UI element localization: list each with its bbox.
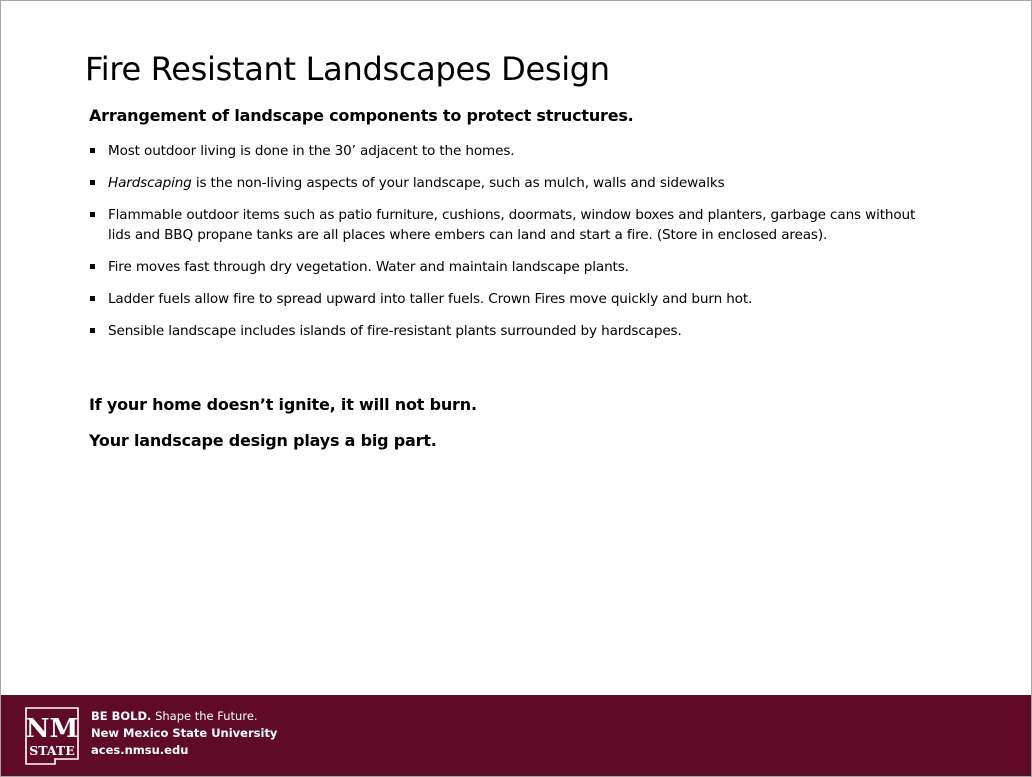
logo-text-bottom: STATE <box>29 743 75 758</box>
closing-statement-2: Your landscape design plays a big part. <box>89 431 437 450</box>
footer-text-block <box>91 708 277 759</box>
bullet-text: Fire moves fast through dry vegetation. Water and maintain landscape plants. <box>108 259 629 275</box>
footer-university: New Mexico State University <box>91 726 278 740</box>
bullet-text: Sensible landscape includes islands of fire-resistant plants surrounded by hardscapes. <box>108 323 682 339</box>
square-bullet-icon <box>90 212 95 217</box>
bullet-text: Flammable outdoor items such as patio furniture, cushions, doormats, window boxes and planters, garbage cans without lids and BBQ propane tanks are all places where embers can land and start a fire. (Store in enclosed areas). <box>108 207 916 243</box>
square-bullet-icon <box>90 180 95 185</box>
bullet-item <box>89 289 919 309</box>
bullet-item <box>89 257 919 277</box>
tagline-bold: BE BOLD. <box>91 709 152 723</box>
slide-title: Fire Resistant Landscapes Design <box>85 50 610 88</box>
bullet-text: Most outdoor living is done in the 30’ adjacent to the homes. <box>108 143 515 159</box>
slide-subtitle: Arrangement of landscape components to protect structures. <box>89 106 634 125</box>
bullet-item <box>89 321 919 341</box>
footer-tagline <box>91 708 277 725</box>
bullet-emphasis: Hardscaping <box>108 175 192 191</box>
nmsu-logo-icon <box>25 707 79 765</box>
bullet-text: Ladder fuels allow fire to spread upward into taller fuels. Crown Fires move quickly and burn hot. <box>108 291 753 307</box>
footer-website-link[interactable]: aces.nmsu.edu <box>91 743 189 757</box>
bullet-list <box>89 141 919 353</box>
square-bullet-icon <box>90 328 95 333</box>
square-bullet-icon <box>90 148 95 153</box>
bullet-text: is the non-living aspects of your landscape, such as mulch, walls and sidewalks <box>191 175 725 191</box>
bullet-item <box>89 173 919 193</box>
closing-statement-1: If your home doesn’t ignite, it will not burn. <box>89 395 477 414</box>
footer-band <box>1 695 1031 776</box>
bullet-item <box>89 205 919 245</box>
tagline-rest: Shape the Future. <box>151 709 258 723</box>
square-bullet-icon <box>90 296 95 301</box>
square-bullet-icon <box>90 264 95 269</box>
logo-text-top: NM <box>25 714 79 744</box>
bullet-item <box>89 141 919 161</box>
